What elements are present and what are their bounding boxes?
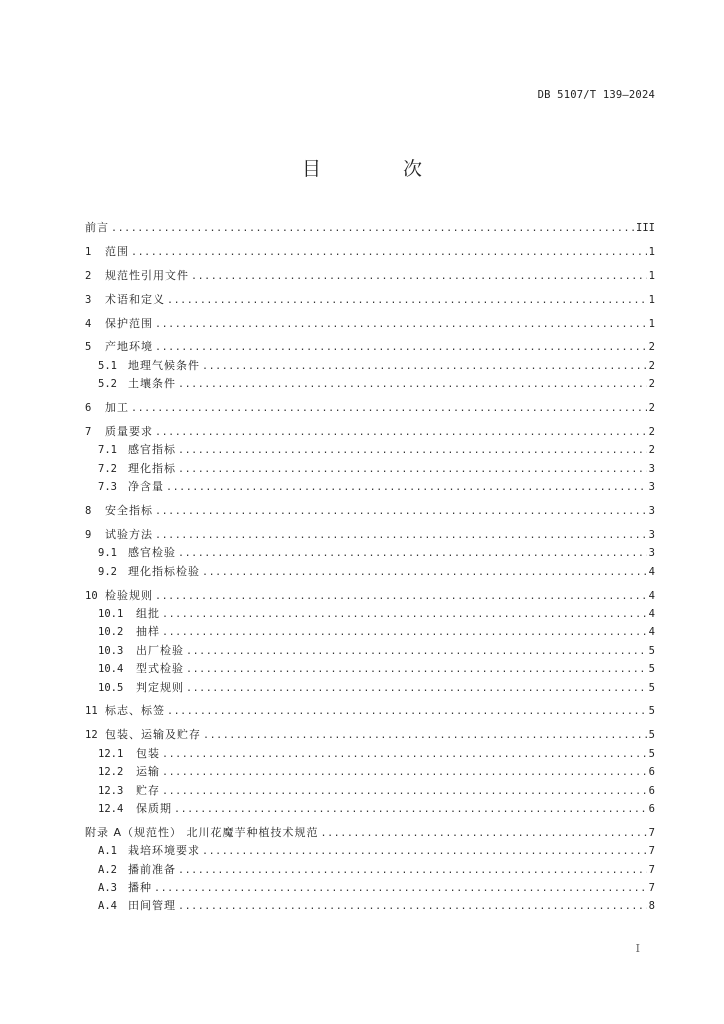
- toc-entry[interactable]: [85, 782, 655, 800]
- toc-entry-label: 运输: [136, 765, 160, 779]
- toc-dot-leader: [131, 244, 647, 262]
- toc-entry-number: 9: [85, 528, 92, 541]
- toc-entry-number: 7.2: [98, 462, 117, 475]
- toc-entry-number: A.1: [98, 845, 117, 858]
- toc-entry-label: 感官指标: [128, 443, 176, 457]
- toc-dot-leader: [321, 825, 647, 843]
- toc-entry-number: 10.2: [98, 626, 124, 639]
- toc-entry-number: 2: [85, 269, 92, 282]
- toc-entry[interactable]: [85, 267, 655, 285]
- document-code: DB 5107/T 139—2024: [537, 89, 655, 101]
- toc-entry-page: 2: [648, 402, 655, 415]
- toc-dot-leader: [186, 661, 647, 679]
- toc-dot-leader: [111, 220, 634, 238]
- toc-dot-leader: [162, 783, 647, 801]
- toc-entry-page: 2: [648, 426, 655, 439]
- toc-entry-page: 7: [648, 845, 655, 858]
- toc-dot-leader: [166, 479, 647, 497]
- toc-dot-leader: [178, 898, 647, 916]
- toc-entry-page: 1: [648, 293, 655, 306]
- toc-dot-leader: [162, 624, 647, 642]
- toc-entry[interactable]: [85, 897, 655, 915]
- toc-entry-label: 加工: [105, 401, 129, 415]
- toc-entry-label: 包装、运输及贮存: [105, 728, 201, 742]
- toc-dot-leader: [178, 862, 647, 880]
- toc-entry-label: 栽培环境要求: [128, 844, 200, 858]
- toc-dot-leader: [202, 358, 647, 376]
- toc-dot-leader: [154, 880, 647, 898]
- toc-entry-label: 标志、标签: [105, 704, 165, 718]
- toc-entry-label: 前言: [85, 221, 109, 234]
- toc-dot-leader: [162, 606, 647, 624]
- toc-entry-page: 7: [648, 863, 655, 876]
- toc-entry-number: A.4: [98, 900, 117, 913]
- toc-entry-label: 检验规则: [105, 588, 153, 602]
- toc-entry-number: 3: [85, 293, 92, 306]
- toc-entry[interactable]: [85, 478, 655, 496]
- toc-entry[interactable]: [85, 502, 655, 520]
- toc-entry-page: III: [636, 222, 655, 234]
- toc-dot-leader: [202, 564, 647, 582]
- toc-entry-label: 田间管理: [128, 899, 176, 913]
- toc-dot-leader: [155, 316, 647, 334]
- toc-entry[interactable]: [85, 219, 655, 237]
- toc-entry[interactable]: [85, 338, 655, 356]
- toc-entry-number: A.2: [98, 863, 117, 876]
- toc-dot-leader: [191, 268, 647, 286]
- toc-entry[interactable]: [85, 544, 655, 562]
- toc-entry[interactable]: [85, 679, 655, 697]
- toc-entry-page: 6: [648, 784, 655, 797]
- toc-entry-number: A.3: [98, 882, 117, 894]
- toc-entry-page: 5: [648, 644, 655, 657]
- toc-dot-leader: [186, 680, 647, 698]
- toc-dot-leader: [178, 461, 647, 479]
- toc-entry-label: 土壤条件: [128, 377, 176, 391]
- toc-entry[interactable]: [85, 315, 655, 333]
- toc-entry-number: 9.2: [98, 565, 117, 578]
- toc-entry[interactable]: [85, 441, 655, 459]
- toc-entry-label: 净含量: [128, 480, 164, 494]
- toc-entry-number: 10.5: [98, 681, 124, 694]
- toc-entry-page: 5: [648, 681, 655, 694]
- toc-entry[interactable]: [85, 623, 655, 641]
- toc-entry-number: 10.1: [98, 608, 124, 621]
- toc-entry-number: 8: [85, 505, 92, 518]
- toc-entry-page: 5: [648, 663, 655, 676]
- toc-entry-label: 包装: [136, 746, 160, 760]
- toc-entry[interactable]: [85, 660, 655, 678]
- toc-entry-label: 术语和定义: [105, 292, 165, 306]
- toc-entry-number: 4: [85, 317, 92, 330]
- toc-entry[interactable]: [85, 842, 655, 860]
- toc-dot-leader: [155, 339, 647, 357]
- toc-entry-page: 3: [648, 481, 655, 494]
- toc-entry-number: 9.1: [98, 547, 117, 560]
- toc-dot-leader: [155, 588, 647, 606]
- toc-dot-leader: [178, 545, 647, 563]
- toc-entry-page: 3: [648, 505, 655, 518]
- toc-entry[interactable]: [85, 861, 655, 879]
- toc-entry-label: 试验方法: [105, 527, 153, 541]
- toc-entry-page: 5: [648, 729, 655, 742]
- toc-entry[interactable]: [85, 800, 655, 818]
- toc-entry[interactable]: [85, 642, 655, 660]
- table-of-contents: [85, 219, 655, 916]
- toc-entry-label: 理化指标: [128, 461, 176, 475]
- toc-entry-label: 感官检验: [128, 546, 176, 560]
- toc-entry-number: 7.1: [98, 444, 117, 457]
- toc-dot-leader: [174, 801, 647, 819]
- toc-entry-page: 4: [648, 589, 655, 602]
- toc-entry[interactable]: [85, 399, 655, 417]
- toc-entry[interactable]: [85, 243, 655, 261]
- toc-entry-number: 10.3: [98, 644, 124, 657]
- toc-entry-label: 判定规则: [136, 680, 184, 694]
- toc-entry[interactable]: [85, 824, 655, 842]
- toc-entry-page: 2: [648, 378, 655, 391]
- toc-entry-label: 型式检验: [136, 662, 184, 676]
- toc-entry[interactable]: [85, 745, 655, 763]
- toc-entry-number: 7.3: [98, 481, 117, 494]
- toc-entry-number: 10: [85, 589, 98, 602]
- toc-entry-page: 3: [648, 462, 655, 475]
- toc-entry-label: 组批: [136, 607, 160, 621]
- toc-dot-leader: [131, 400, 647, 418]
- toc-entry-label: 地理气候条件: [128, 358, 200, 372]
- toc-entry-page: 4: [648, 608, 655, 621]
- toc-dot-leader: [155, 527, 647, 545]
- toc-dot-leader: [167, 292, 647, 310]
- toc-entry-page: 1: [648, 245, 655, 258]
- toc-entry-page: 8: [648, 900, 655, 913]
- toc-entry[interactable]: [85, 291, 655, 309]
- toc-entry[interactable]: [85, 423, 655, 441]
- toc-entry-label: 范围: [105, 244, 129, 258]
- toc-entry-page: 2: [648, 444, 655, 457]
- toc-entry-label: 附录 A（规范性） 北川花魔芋种植技术规范: [85, 825, 319, 839]
- toc-dot-leader: [202, 843, 647, 861]
- toc-entry-page: 6: [648, 766, 655, 779]
- toc-entry-number: 6: [85, 402, 92, 415]
- toc-entry-label: 质量要求: [105, 425, 153, 439]
- page-number: I: [635, 942, 640, 955]
- toc-entry[interactable]: [85, 702, 655, 720]
- toc-dot-leader: [155, 424, 647, 442]
- toc-entry-label: 安全指标: [105, 504, 153, 518]
- toc-entry-label: 播前准备: [128, 862, 176, 876]
- toc-dot-leader: [203, 727, 647, 745]
- toc-entry-number: 11: [85, 705, 98, 718]
- toc-entry-page: 4: [648, 565, 655, 578]
- toc-entry[interactable]: [85, 460, 655, 478]
- toc-entry-page: 7: [648, 826, 655, 839]
- toc-dot-leader: [178, 376, 647, 394]
- toc-entry-label: 出厂检验: [136, 643, 184, 657]
- toc-entry-number: 1: [85, 245, 92, 258]
- toc-entry-page: 7: [648, 882, 655, 894]
- toc-entry-label: 保质期: [136, 801, 172, 815]
- toc-entry[interactable]: [85, 879, 655, 897]
- toc-entry-page: 2: [648, 359, 655, 372]
- toc-entry-page: 1: [648, 317, 655, 330]
- toc-entry-label: 规范性引用文件: [105, 268, 189, 282]
- toc-entry-page: 3: [648, 528, 655, 541]
- toc-entry-label: 播种: [128, 881, 152, 894]
- toc-entry-number: 12: [85, 729, 98, 742]
- toc-entry-number: 12.1: [98, 747, 124, 760]
- toc-entry[interactable]: [85, 605, 655, 623]
- toc-dot-leader: [186, 643, 647, 661]
- toc-entry-label: 贮存: [136, 783, 160, 797]
- toc-entry[interactable]: [85, 763, 655, 781]
- toc-entry-page: 2: [648, 341, 655, 354]
- toc-entry-page: 3: [648, 547, 655, 560]
- toc-entry-number: 12.2: [98, 766, 124, 779]
- toc-entry-number: 5.1: [98, 359, 117, 372]
- toc-entry[interactable]: [85, 563, 655, 581]
- toc-entry[interactable]: [85, 375, 655, 393]
- toc-dot-leader: [162, 746, 647, 764]
- toc-entry[interactable]: [85, 357, 655, 375]
- toc-entry[interactable]: [85, 526, 655, 544]
- toc-dot-leader: [167, 703, 647, 721]
- toc-entry-page: 1: [648, 269, 655, 282]
- toc-entry-label: 保护范围: [105, 316, 153, 330]
- toc-entry-page: 5: [648, 747, 655, 760]
- toc-entry-number: 5: [85, 341, 92, 354]
- toc-entry-number: 12.4: [98, 802, 124, 815]
- toc-entry-label: 抽样: [136, 625, 160, 639]
- toc-entry-page: 6: [648, 802, 655, 815]
- toc-dot-leader: [155, 503, 647, 521]
- toc-dot-leader: [162, 764, 647, 782]
- toc-dot-leader: [178, 442, 647, 460]
- toc-entry[interactable]: [85, 587, 655, 605]
- toc-entry-number: 5.2: [98, 378, 117, 391]
- toc-entry-page: 4: [648, 626, 655, 639]
- toc-entry-number: 12.3: [98, 784, 124, 797]
- toc-entry-number: 7: [85, 426, 92, 439]
- toc-entry-number: 10.4: [98, 663, 124, 676]
- toc-entry-label: 理化指标检验: [128, 564, 200, 578]
- toc-entry-label: 产地环境: [105, 340, 153, 354]
- toc-entry[interactable]: [85, 726, 655, 744]
- toc-entry-page: 5: [648, 705, 655, 718]
- page-title: 目 次: [301, 158, 461, 180]
